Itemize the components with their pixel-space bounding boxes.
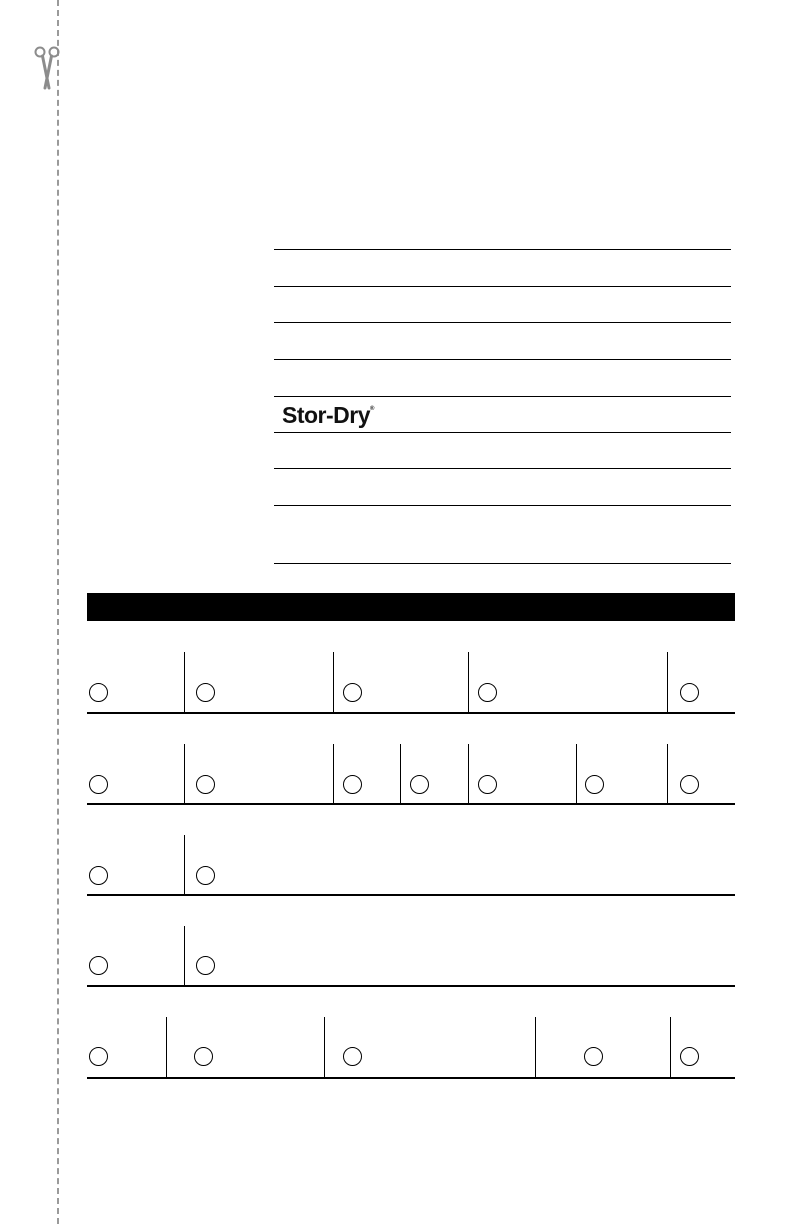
row2-divider (184, 744, 185, 803)
row1-option-radio[interactable] (680, 683, 699, 702)
row5-option-radio[interactable] (194, 1047, 213, 1066)
row2-option-radio[interactable] (343, 775, 362, 794)
brand-logo: Stor-Dry® (282, 402, 374, 428)
form-line-8[interactable] (274, 505, 731, 506)
form-line-4[interactable] (274, 359, 731, 360)
row3-option-radio[interactable] (89, 866, 108, 885)
row4-divider (184, 926, 185, 985)
row2-option-radio[interactable] (680, 775, 699, 794)
row4-rule (87, 985, 735, 987)
row1-divider (468, 652, 469, 712)
row2-option-radio[interactable] (196, 775, 215, 794)
row1-divider (184, 652, 185, 712)
row2-option-radio[interactable] (478, 775, 497, 794)
row4-option-radio[interactable] (196, 956, 215, 975)
row5-divider (166, 1017, 167, 1077)
row2-option-radio[interactable] (585, 775, 604, 794)
row5-rule (87, 1077, 735, 1079)
row3-divider (184, 835, 185, 894)
row4-option-radio[interactable] (89, 956, 108, 975)
cut-line (57, 0, 59, 1224)
scissors-icon (32, 44, 62, 90)
row5-divider (535, 1017, 536, 1077)
row2-divider (400, 744, 401, 803)
row5-option-radio[interactable] (343, 1047, 362, 1066)
form-line-1[interactable] (274, 249, 731, 250)
row2-divider (468, 744, 469, 803)
row1-option-radio[interactable] (343, 683, 362, 702)
form-line-7[interactable] (274, 468, 731, 469)
row1-divider (333, 652, 334, 712)
row2-option-radio[interactable] (89, 775, 108, 794)
row2-rule (87, 803, 735, 805)
row3-rule (87, 894, 735, 896)
row5-divider (670, 1017, 671, 1077)
row5-option-radio[interactable] (89, 1047, 108, 1066)
form-line-9[interactable] (274, 563, 731, 564)
row3-option-radio[interactable] (196, 866, 215, 885)
form-line-6[interactable] (274, 432, 731, 433)
row5-option-radio[interactable] (680, 1047, 699, 1066)
row2-divider (667, 744, 668, 803)
form-line-2[interactable] (274, 286, 731, 287)
row1-option-radio[interactable] (89, 683, 108, 702)
form-line-3[interactable] (274, 322, 731, 323)
row1-rule (87, 712, 735, 714)
row2-option-radio[interactable] (410, 775, 429, 794)
row1-option-radio[interactable] (478, 683, 497, 702)
row5-divider (324, 1017, 325, 1077)
row2-divider (333, 744, 334, 803)
form-line-5[interactable] (274, 396, 731, 397)
row1-divider (667, 652, 668, 712)
row5-option-radio[interactable] (584, 1047, 603, 1066)
row1-option-radio[interactable] (196, 683, 215, 702)
survey-header-bar (87, 593, 735, 621)
row2-divider (576, 744, 577, 803)
